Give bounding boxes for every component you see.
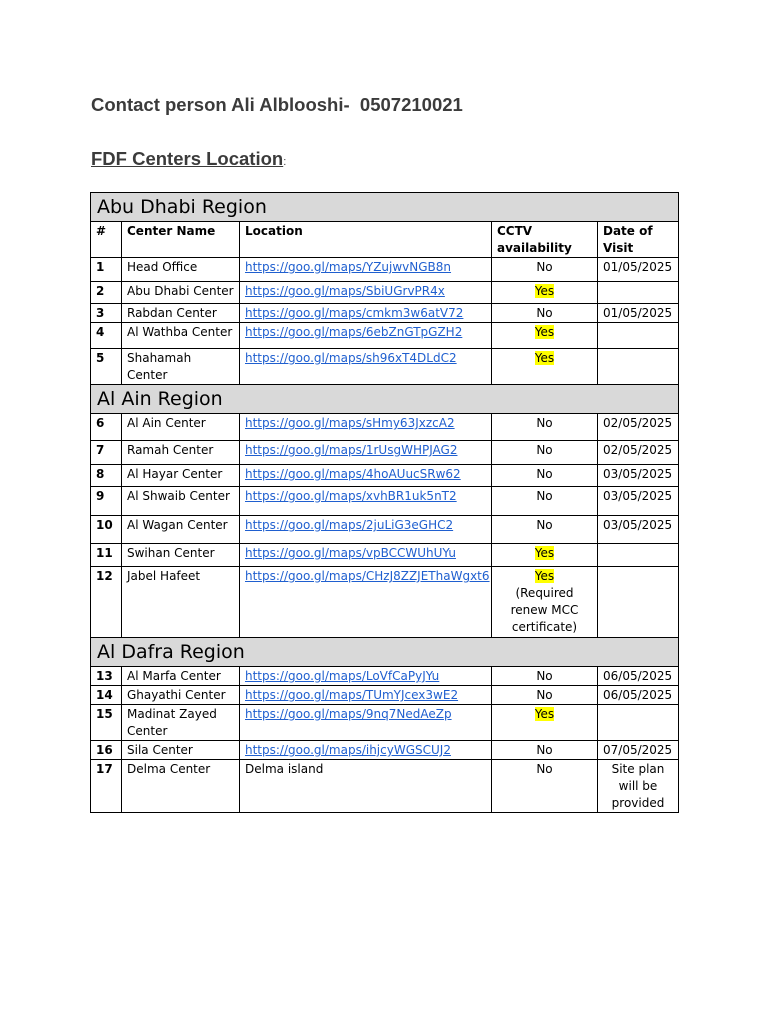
cctv-cell xyxy=(492,282,598,304)
cctv-cell xyxy=(492,304,598,323)
cctv-cell xyxy=(492,323,598,349)
visit-date xyxy=(598,349,679,385)
location-cell xyxy=(240,760,492,813)
row-number: 10 xyxy=(91,516,122,544)
cctv-availability: Yes xyxy=(534,569,555,583)
table-row xyxy=(91,516,679,544)
region-row xyxy=(91,193,679,222)
visit-date: Site plan will be provided xyxy=(598,760,679,813)
visit-date: 07/05/2025 xyxy=(598,741,679,760)
section-title xyxy=(91,148,286,170)
center-name: Shahamah Center xyxy=(122,349,240,385)
center-name: Delma Center xyxy=(122,760,240,813)
cctv-availability: No xyxy=(536,443,553,457)
center-name: Al Marfa Center xyxy=(122,667,240,686)
row-number: 3 xyxy=(91,304,122,323)
row-number: 15 xyxy=(91,705,122,741)
visit-date: 03/05/2025 xyxy=(598,516,679,544)
cctv-availability: No xyxy=(536,762,553,776)
row-number: 6 xyxy=(91,414,122,441)
location-link[interactable]: https://goo.gl/maps/xvhBR1uk5nT2 xyxy=(245,489,457,503)
row-number: 2 xyxy=(91,282,122,304)
location-cell xyxy=(240,516,492,544)
cctv-availability: No xyxy=(536,743,553,757)
visit-date: 01/05/2025 xyxy=(598,258,679,282)
cctv-cell xyxy=(492,258,598,282)
location-cell xyxy=(240,741,492,760)
location-link[interactable]: https://goo.gl/maps/9nq7NedAeZp xyxy=(245,707,452,721)
cctv-availability: Yes xyxy=(534,707,555,721)
row-number: 9 xyxy=(91,487,122,516)
table-header-row xyxy=(91,222,679,258)
table-row xyxy=(91,414,679,441)
cctv-cell xyxy=(492,487,598,516)
row-number: 1 xyxy=(91,258,122,282)
visit-date xyxy=(598,567,679,638)
row-number: 11 xyxy=(91,544,122,567)
centers-table-body xyxy=(91,193,679,813)
center-name: Al Hayar Center xyxy=(122,465,240,487)
cctv-cell xyxy=(492,705,598,741)
cctv-cell xyxy=(492,544,598,567)
header-center-name: Center Name xyxy=(122,222,240,258)
location-link[interactable]: https://goo.gl/maps/sHmy63JxzcA2 xyxy=(245,416,455,430)
location-cell xyxy=(240,465,492,487)
visit-date: 01/05/2025 xyxy=(598,304,679,323)
center-name: Al Shwaib Center xyxy=(122,487,240,516)
location-cell xyxy=(240,544,492,567)
cctv-availability: No xyxy=(536,306,553,320)
cctv-availability: No xyxy=(536,467,553,481)
table-row xyxy=(91,741,679,760)
row-number: 5 xyxy=(91,349,122,385)
cctv-availability: No xyxy=(536,669,553,683)
cctv-availability: Yes xyxy=(534,546,555,560)
table-row xyxy=(91,760,679,813)
header-location: Location xyxy=(240,222,492,258)
table-row xyxy=(91,304,679,323)
region-title: Al Ain Region xyxy=(91,385,679,414)
row-number: 12 xyxy=(91,567,122,638)
visit-date: 03/05/2025 xyxy=(598,465,679,487)
cctv-availability: Yes xyxy=(534,325,555,339)
header-num: # xyxy=(91,222,122,258)
region-row xyxy=(91,638,679,667)
cctv-availability: Yes xyxy=(534,284,555,298)
header-cctv: CCTV availability xyxy=(492,222,598,258)
center-name: Madinat Zayed Center xyxy=(122,705,240,741)
location-cell xyxy=(240,686,492,705)
cctv-availability: No xyxy=(536,260,553,274)
cctv-availability: Yes xyxy=(534,351,555,365)
contact-person-line: Contact person Ali Alblooshi- 0507210021 xyxy=(91,94,463,115)
table-row xyxy=(91,258,679,282)
center-name: Ghayathi Center xyxy=(122,686,240,705)
cctv-cell xyxy=(492,516,598,544)
location-cell xyxy=(240,323,492,349)
center-name: Swihan Center xyxy=(122,544,240,567)
row-number: 4 xyxy=(91,323,122,349)
center-name: Al Wagan Center xyxy=(122,516,240,544)
center-name: Rabdan Center xyxy=(122,304,240,323)
location-cell xyxy=(240,414,492,441)
table-row xyxy=(91,465,679,487)
location-link[interactable]: https://goo.gl/maps/4hoAUucSRw62 xyxy=(245,467,461,481)
row-number: 16 xyxy=(91,741,122,760)
table-row xyxy=(91,686,679,705)
cctv-cell xyxy=(492,465,598,487)
cctv-note: (Required renew MCC certificate) xyxy=(510,586,579,634)
center-name: Sila Center xyxy=(122,741,240,760)
center-name: Ramah Center xyxy=(122,441,240,465)
location-link[interactable]: https://goo.gl/maps/vpBCCWUhUYu xyxy=(245,546,456,560)
location-link[interactable]: https://goo.gl/maps/CHzJ8ZZJEThaWgxt6 xyxy=(245,569,490,583)
cctv-cell xyxy=(492,667,598,686)
center-name: Abu Dhabi Center xyxy=(122,282,240,304)
row-number: 13 xyxy=(91,667,122,686)
location-cell xyxy=(240,567,492,638)
cctv-cell xyxy=(492,741,598,760)
row-number: 8 xyxy=(91,465,122,487)
cctv-availability: No xyxy=(536,416,553,430)
visit-date xyxy=(598,323,679,349)
table-row xyxy=(91,544,679,567)
location-link[interactable]: https://goo.gl/maps/1rUsgWHPJAG2 xyxy=(245,443,458,457)
table-row xyxy=(91,349,679,385)
cctv-cell xyxy=(492,414,598,441)
visit-date: 06/05/2025 xyxy=(598,667,679,686)
location-cell xyxy=(240,705,492,741)
center-name: Al Wathba Center xyxy=(122,323,240,349)
table-row xyxy=(91,667,679,686)
location-cell xyxy=(240,667,492,686)
location-cell xyxy=(240,349,492,385)
region-row xyxy=(91,385,679,414)
location-cell xyxy=(240,258,492,282)
table-row xyxy=(91,487,679,516)
table-row xyxy=(91,567,679,638)
location-link[interactable]: https://goo.gl/maps/sh96xT4DLdC2 xyxy=(245,351,457,365)
cctv-cell xyxy=(492,686,598,705)
visit-date xyxy=(598,282,679,304)
visit-date xyxy=(598,544,679,567)
table-row xyxy=(91,441,679,465)
location-link[interactable]: https://goo.gl/maps/6ebZnGTpGZH2 xyxy=(245,325,463,339)
location-link[interactable]: https://goo.gl/maps/LoVfCaPyJYu xyxy=(245,669,440,683)
row-number: 7 xyxy=(91,441,122,465)
visit-date: 03/05/2025 xyxy=(598,487,679,516)
cctv-cell xyxy=(492,349,598,385)
location-link[interactable]: https://goo.gl/maps/SbiUGrvPR4x xyxy=(245,284,445,298)
region-title: Abu Dhabi Region xyxy=(91,193,679,222)
location-link[interactable]: https://goo.gl/maps/ihjcyWGSCUJ2 xyxy=(245,743,451,757)
row-number: 14 xyxy=(91,686,122,705)
location-text: Delma island xyxy=(245,762,324,776)
cctv-availability: No xyxy=(536,688,553,702)
visit-date: 02/05/2025 xyxy=(598,441,679,465)
cctv-cell xyxy=(492,760,598,813)
visit-date xyxy=(598,705,679,741)
location-link[interactable]: https://goo.gl/maps/cmkm3w6atV72 xyxy=(245,306,464,320)
cctv-cell xyxy=(492,567,598,638)
location-cell xyxy=(240,304,492,323)
cctv-availability: No xyxy=(536,489,553,503)
header-date: Date of Visit xyxy=(598,222,679,258)
location-cell xyxy=(240,441,492,465)
location-link[interactable]: https://goo.gl/maps/TUmYJcex3wE2 xyxy=(245,688,459,702)
section-title-text: FDF Centers Location xyxy=(91,148,284,169)
section-title-colon: : xyxy=(283,156,287,168)
center-name: Al Ain Center xyxy=(122,414,240,441)
region-title: Al Dafra Region xyxy=(91,638,679,667)
location-link[interactable]: https://goo.gl/maps/2juLiG3eGHC2 xyxy=(245,518,454,532)
visit-date: 06/05/2025 xyxy=(598,686,679,705)
centers-table xyxy=(90,192,679,813)
visit-date: 02/05/2025 xyxy=(598,414,679,441)
center-name: Head Office xyxy=(122,258,240,282)
location-cell xyxy=(240,282,492,304)
cctv-cell xyxy=(492,441,598,465)
table-row xyxy=(91,705,679,741)
location-link[interactable]: https://goo.gl/maps/YZujwvNGB8n xyxy=(245,260,452,274)
center-name: Jabel Hafeet xyxy=(122,567,240,638)
location-cell xyxy=(240,487,492,516)
cctv-availability: No xyxy=(536,518,553,532)
table-row xyxy=(91,323,679,349)
table-row xyxy=(91,282,679,304)
row-number: 17 xyxy=(91,760,122,813)
